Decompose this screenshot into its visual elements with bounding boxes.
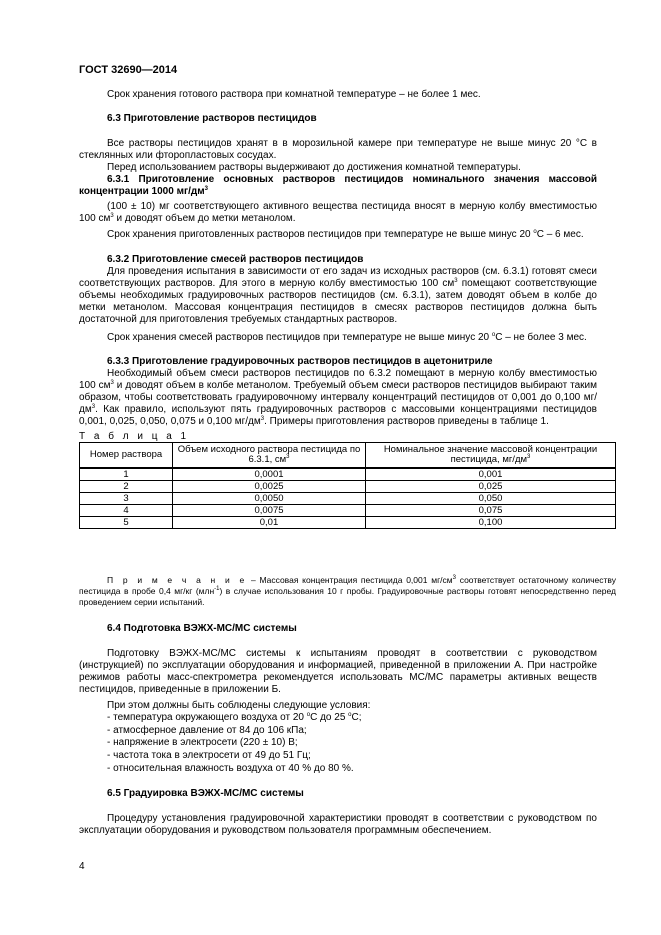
- section-6-3-paragraph-2: Перед использованием растворы выдерживают до достижения комнатной температуры.: [107, 162, 521, 173]
- document-header: ГОСТ 32690—2014: [79, 64, 178, 76]
- section-6-3-title: 6.3 Приготовление растворов пестицидов: [107, 113, 317, 124]
- section-6-3-2-paragraph-1: Для проведения испытания в зависимости от его задач из исходных растворов (см. 6.3.1) готовят смеси соответствующих растворов. Для этого в мерную колбу вместимостью 100 $см^3$ помещают соответствующие объемы необходимых градуировочных растворов пестицидов (см. 6.3.1), затем доводят объем в колбе до метки метанолом. Массовая концентрация пестицидов в смесях растворов пестицидов должна быть достаточной для приготовления требуемых стандартных растворов.: [79, 266, 597, 325]
- table-row: [80, 493, 616, 505]
- section-6-3-2-paragraph-2: Срок хранения смесей растворов пестицидов при температуре не выше минус 20 $^о$С – не более 3 мес.: [107, 332, 587, 343]
- cell-concentration: 0,025: [366, 481, 616, 493]
- section-6-3-3-title: 6.3.3 Приготовление градуировочных растворов пестицидов в ацетонитриле: [107, 356, 493, 367]
- table-1-caption: Т а б л и ц а 1: [79, 431, 190, 442]
- table-note: П р и м е ч а н и е – Массовая концентрация пестицида 0,001 $мг/см^3$ соответствует остаточному количеству пестицида в пробе 0,4 мг/кг (млн$^{-1}$) в случае использования 10 г пробы. Градуировочные растворы готовят непосредственно перед проведением серии испытаний.: [79, 575, 616, 607]
- condition-humidity: - относительная влажность воздуха от 40 % до 80 %.: [107, 763, 354, 774]
- cell-concentration: 0,075: [366, 505, 616, 517]
- condition-frequency: - частота тока в электросети от 49 до 51 Гц;: [107, 750, 311, 761]
- section-6-3-1-title: 6.3.1 Приготовление основных растворов пестицидов номинального значения массовой концентрации 1000 $мг/дм^3$: [79, 174, 597, 197]
- header-number: Номер раствора: [80, 443, 173, 469]
- cell-volume: 0,01: [173, 517, 366, 529]
- section-6-3-paragraph-1: Все растворы пестицидов хранят в в морозильной камере при температуре не выше минус 20 °С в стеклянных или фторопластовых сосудах.: [79, 138, 597, 161]
- section-6-5-title: 6.5 Градуировка ВЭЖХ-МС/МС системы: [107, 788, 304, 799]
- section-6-3-1-paragraph-1: (100 ± 10) мг соответствующего активного вещества пестицида вносят в мерную колбу вместимостью 100 $см^3$ и доводят объем до метки метанолом.: [79, 201, 597, 224]
- section-6-4-paragraph-2: При этом должны быть соблюдены следующие условия:: [107, 700, 371, 711]
- section-6-5-paragraph-1: Процедуру установления градуировочной характеристики проводят в соответствии с руководством по эксплуатации оборудования и руководством пользователя программным обеспечением.: [79, 813, 597, 836]
- section-6-3-2-title: 6.3.2 Приготовление смесей растворов пестицидов: [107, 254, 364, 265]
- condition-voltage: - напряжение в электросети (220 ± 10) В;: [107, 737, 298, 748]
- note-label: П р и м е ч а н и е: [107, 575, 248, 585]
- page-number: 4: [79, 861, 85, 872]
- condition-temperature: - температура окружающего воздуха от 20 $^о$С до 25 $^о$С;: [107, 712, 362, 723]
- cell-volume: 0,0050: [173, 493, 366, 505]
- cell-volume: 0,0001: [173, 468, 366, 481]
- cell-volume: 0,0075: [173, 505, 366, 517]
- cell-concentration: 0,100: [366, 517, 616, 529]
- section-6-3-1-paragraph-2: Срок хранения приготовленных растворов пестицидов при температуре не выше минус 20 $^о$С – 6 мес.: [107, 229, 584, 240]
- table-row: [80, 505, 616, 517]
- section-6-3-3-paragraph-1: Необходимый объем смеси растворов пестицидов по 6.3.2 помещают в мерную колбу вместимостью 100 $см^3$ и доводят объем в колбе метанолом. Требуемый объем смеси растворов пестицидов выбирают таким образом, чтобы соответствовать градуировочному интервалу концентраций пестицидов от 0,001 до 0,100 $мг/дм^3$. Как правило, используют пять градуировочных растворов с массовыми концентрациями пестицидов 0,001, 0,025, 0,050, 0,075 и 0,100 $мг/дм^3$. Примеры приготовления растворов приведены в таблице 1.: [79, 368, 597, 427]
- cell-number: 1: [80, 468, 173, 481]
- cell-concentration: 0,050: [366, 493, 616, 505]
- cell-volume: 0,0025: [173, 481, 366, 493]
- table-row: [80, 481, 616, 493]
- cell-number: 2: [80, 481, 173, 493]
- header-concentration: Номинальное значение массовой концентрации пестицида, $мг/дм^3$: [366, 443, 616, 469]
- cell-concentration: 0,001: [366, 468, 616, 481]
- section-6-4-paragraph-1: Подготовку ВЭЖХ-МС/МС системы к испытаниям проводят в соответствии с руководством (инструкцией) по эксплуатации оборудования и информацией, приведенной в приложении А. При настройке режимов работы масс-спектрометра рекомендуется использовать МС/МС параметры активных веществ пестицидов, приведенные в приложении Б.: [79, 648, 597, 695]
- header-volume: Объем исходного раствора пестицида по 6.3.1, $см^3$: [173, 443, 366, 469]
- table-row: [80, 468, 616, 481]
- cell-number: 5: [80, 517, 173, 529]
- storage-paragraph: Срок хранения готового раствора при комнатной температуре – не более 1 мес.: [107, 89, 481, 100]
- cell-number: 4: [80, 505, 173, 517]
- section-6-4-title: 6.4 Подготовка ВЭЖХ-МС/МС системы: [107, 623, 297, 634]
- cell-number: 3: [80, 493, 173, 505]
- table-row: [80, 517, 616, 529]
- table-header-row: [80, 443, 616, 469]
- condition-pressure: - атмосферное давление от 84 до 106 кПа;: [107, 725, 307, 736]
- table-1: [79, 442, 616, 529]
